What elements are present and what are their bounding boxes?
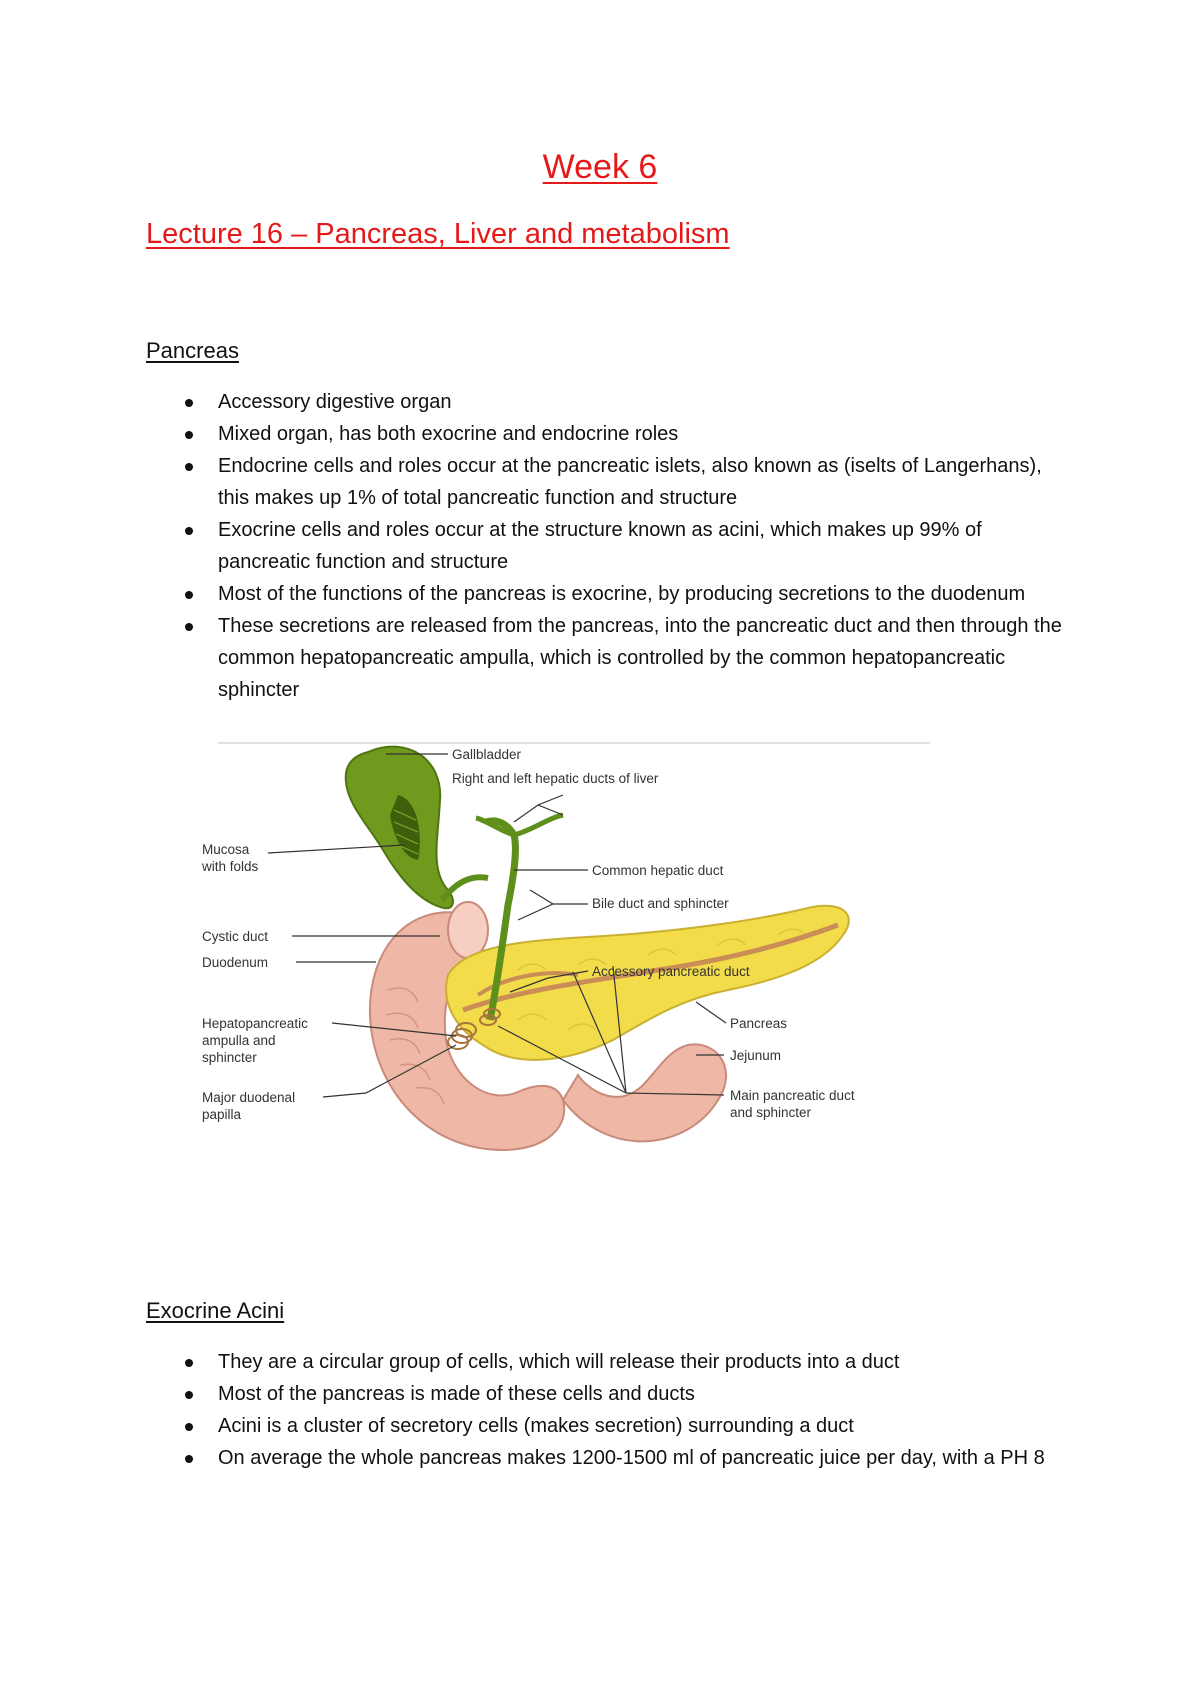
label-main-duct-sphincter: and sphincter: [730, 1105, 812, 1120]
bullet-icon: [185, 399, 193, 407]
label-hepatic-ducts: Right and left hepatic ducts of liver: [452, 771, 659, 786]
bullet-icon: [185, 1423, 193, 1431]
label-mucosa: Mucosa: [202, 842, 250, 857]
list-item: These secretions are released from the pancreas, into the pancreatic duct and then through the common hepatopancreatic ampulla, which is controlled by the common hepatopancreatic sphincter: [146, 610, 1076, 706]
label-pancreas: Pancreas: [730, 1016, 788, 1031]
list-item: Most of the pancreas is made of these cells and ducts: [146, 1378, 1076, 1410]
section-heading-exocrine-acini: Exocrine Acini: [146, 1298, 285, 1323]
label-jejunum: Jejunum: [730, 1048, 782, 1063]
list-item: Accessory digestive organ: [146, 386, 1076, 418]
label-ampulla-and: ampulla and: [202, 1033, 276, 1048]
label-papilla: Major duodenal: [202, 1090, 296, 1105]
label-cystic-duct: Cystic duct: [202, 929, 269, 944]
list-item: Exocrine cells and roles occur at the structure known as acini, which makes up 99% of pancreatic function and structure: [146, 514, 1076, 578]
duodenum-opening: [448, 902, 488, 958]
label-ampulla: Hepatopancreatic: [202, 1016, 308, 1031]
label-common-hepatic-duct: Common hepatic duct: [592, 863, 724, 878]
pancreas-bullet-list: [146, 386, 1076, 706]
bullet-icon: [185, 623, 193, 631]
label-mucosa-folds: with folds: [202, 859, 259, 874]
right-hepatic-duct-shape: [514, 815, 563, 835]
list-item: Mixed organ, has both exocrine and endocrine roles: [146, 418, 1076, 450]
week-title: Week 6: [542, 148, 658, 186]
list-item: Acini is a cluster of secretory cells (makes secretion) surrounding a duct: [146, 1410, 1076, 1442]
pancreas-anatomy-diagram: [202, 740, 930, 1222]
list-item: On average the whole pancreas makes 1200-1500 ml of pancreatic juice per day, with a PH 8: [146, 1442, 1076, 1474]
cystic-duct-shape: [442, 877, 488, 900]
diagram-svg: [202, 740, 930, 1222]
label-main-duct: Main pancreatic duct: [730, 1088, 855, 1103]
list-item: They are a circular group of cells, which will release their products into a duct: [146, 1346, 1076, 1378]
lecture-title: Lecture 16 – Pancreas, Liver and metabolism: [146, 218, 730, 250]
bullet-icon: [185, 591, 193, 599]
label-bile-duct: Bile duct and sphincter: [592, 896, 729, 911]
label-accessory-duct: Accessory pancreatic duct: [592, 964, 750, 979]
section-heading-pancreas: Pancreas: [146, 338, 239, 363]
bullet-icon: [185, 527, 193, 535]
bullet-icon: [185, 1391, 193, 1399]
label-ampulla-sphincter: sphincter: [202, 1050, 257, 1065]
label-duodenum: Duodenum: [202, 955, 269, 970]
label-papilla-2: papilla: [202, 1107, 242, 1122]
label-gallbladder: Gallbladder: [452, 747, 522, 762]
list-item: Most of the functions of the pancreas is exocrine, by producing secretions to the duodenum: [146, 578, 1076, 610]
list-item: Endocrine cells and roles occur at the pancreatic islets, also known as (iselts of Langerhans), this makes up 1% of total pancreatic function and structure: [146, 450, 1076, 514]
bullet-icon: [185, 1359, 193, 1367]
bullet-icon: [185, 431, 193, 439]
bullet-icon: [185, 463, 193, 471]
acini-bullet-list: [146, 1346, 1076, 1474]
bullet-icon: [185, 1455, 193, 1463]
